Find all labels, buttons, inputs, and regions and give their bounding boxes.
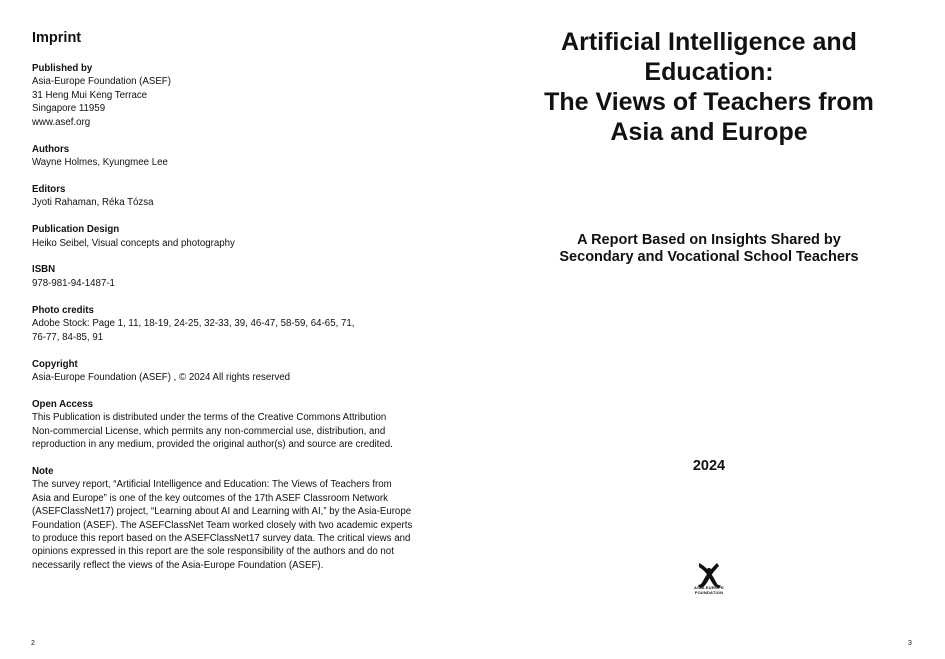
imprint-sections	[32, 62, 442, 572]
report-subtitle	[500, 232, 918, 266]
report-title-line: Asia and Europe	[610, 118, 808, 146]
imprint-section	[32, 183, 442, 210]
imprint-section-title: Authors	[32, 143, 70, 155]
imprint-section-line: reproduction in any medium, provided the original author(s) and source are credited.	[32, 439, 393, 451]
imprint-section	[32, 304, 442, 344]
report-subtitle-line: Secondary and Vocational School Teachers	[559, 249, 859, 265]
imprint-section-line: 978-981-94-1487-1	[32, 277, 115, 289]
imprint-section	[32, 358, 442, 385]
imprint-section-line: to produce this report based on the ASEFClassNet17 survey data. The critical views and	[32, 532, 411, 544]
imprint-section-title: ISBN	[32, 264, 56, 276]
title-page	[500, 0, 918, 659]
imprint-section-line: (ASEFClassNet17) project, “Learning about AI and Learning with AI,” by the Asia-Europe	[32, 506, 412, 518]
report-title-line: Education:	[644, 58, 774, 86]
page-number-right: 3	[908, 640, 912, 647]
imprint-section-line: 76-77, 84-85, 91	[32, 331, 104, 343]
imprint-section-line: Asia and Europe” is one of the key outcomes of the 17th ASEF Classroom Network	[32, 492, 388, 504]
imprint-section-line: The survey report, “Artificial Intelligence and Education: The Views of Teachers from	[32, 479, 392, 491]
imprint-section-line: Wayne Holmes, Kyungmee Lee	[32, 156, 168, 168]
report-title	[500, 27, 918, 147]
imprint-section	[32, 465, 442, 572]
imprint-section-title: Photo credits	[32, 304, 94, 316]
report-title-line: Artificial Intelligence and	[561, 28, 857, 56]
imprint-section	[32, 143, 442, 170]
imprint-section-line: This Publication is distributed under the terms of the Creative Commons Attribution	[32, 412, 387, 424]
publication-year: 2024	[692, 458, 726, 474]
imprint-section-title: Copyright	[32, 358, 78, 370]
report-title-line: The Views of Teachers from	[544, 88, 874, 116]
imprint-section-title: Editors	[32, 183, 66, 195]
asef-logo-text	[684, 586, 734, 595]
imprint-section-line: 31 Heng Mui Keng Terrace	[32, 89, 148, 101]
imprint-section-line: Asia-Europe Foundation (ASEF)	[32, 76, 171, 88]
imprint-section-title: Publication Design	[32, 224, 120, 236]
imprint-section-title: Note	[32, 465, 54, 477]
imprint-section-line: Jyoti Rahaman, Réka Tózsa	[32, 197, 154, 209]
imprint-section-line: opinions expressed in this report are the sole responsibility of the authors and do not	[32, 546, 394, 558]
imprint-section-title: Published by	[32, 63, 93, 74]
imprint-section-line: Heiko Seibel, Visual concepts and photography	[32, 237, 235, 249]
logo-text-line: ASIA-EUROPE	[694, 585, 724, 590]
imprint-section-line: necessarily reflect the views of the Asia-Europe Foundation (ASEF).	[32, 559, 324, 571]
imprint-section-line: Singapore 11959	[32, 103, 106, 115]
imprint-section-line: Foundation (ASEF). The ASEFClassNet Team worked closely with two academic experts	[32, 519, 413, 531]
logo-text-line: FOUNDATION	[694, 589, 724, 595]
imprint-page	[32, 30, 442, 586]
imprint-section-line: Non-commercial License, which permits any non-commercial use, distribution, and	[32, 425, 386, 437]
imprint-section	[32, 223, 442, 250]
page-number-left: 2	[31, 640, 35, 647]
imprint-section	[32, 398, 442, 452]
imprint-section	[32, 263, 442, 290]
imprint-section-line: Asia-Europe Foundation (ASEF) , © 2024 All rights reserved	[32, 371, 291, 383]
imprint-section-title: Open Access	[32, 398, 94, 410]
report-subtitle-line: A Report Based on Insights Shared by	[577, 232, 841, 248]
imprint-section-line: Adobe Stock: Page 1, 11, 18-19, 24-25, 32-33, 39, 46-47, 58-59, 64-65, 71,	[32, 318, 355, 330]
imprint-heading: Imprint	[32, 30, 82, 46]
imprint-section-line: www.asef.org	[32, 116, 91, 128]
imprint-section	[32, 62, 442, 129]
